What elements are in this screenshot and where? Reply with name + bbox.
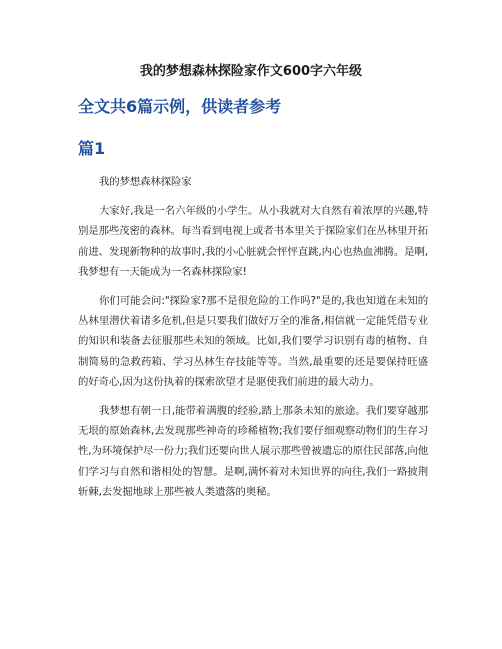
- body-paragraph: 大家好,我是一名六年级的小学生。从小我就对大自然有着浓厚的兴趣,特别是那些茂密的森林。每当看到电视上或者书本里关于探险家们在丛林里开拓前进、发现新物种的故事时,我的小心脏就会怦怦直跳,内心也热血沸腾。是啊,我梦想有一天能成为一名森林探险家!: [78, 205, 428, 278]
- section-heading: 篇1: [78, 139, 106, 158]
- body-text: [78, 172, 428, 511]
- document-subtitle: 全文共6篇示例，供读者参考: [78, 97, 282, 116]
- body-paragraph: 你们可能会问:"探险家?那不是很危险的工作吗?"是的,我也知道在未知的丛林里潜伏着诸多危机,但是只要我们做好万全的准备,相信就一定能凭借专业的知识和装备去征服那些未知的领域。比如,我们要学习识别有毒的植物、自制简易的急救药箱、学习丛林生存技能等等。当然,最重要的还是要保持旺盛的好奇心,因为这份执着的探索欲望才是驱使我们前进的最大动力。: [78, 295, 428, 388]
- document-title: 我的梦想森林探险家作文600字六年级: [139, 64, 363, 79]
- body-paragraph: 我梦想有朝一日,能带着满腹的经验,踏上那条未知的旅途。我们要穿越那无垠的原始森林,去发现那些神奇的珍稀植物;我们要仔细观察动物们的生存习性,为环境保护尽一份力;我们还要向世人展示那些曾被遗忘的原住民部落,向他们学习与自然和谐相处的智慧。是啊,满怀着对未知世界的向往,我们一路披荆斩棘,去发掘地球上那些被人类遗落的奥秘。: [78, 405, 428, 498]
- essay-title-paragraph: 我的梦想森林探险家: [99, 176, 192, 188]
